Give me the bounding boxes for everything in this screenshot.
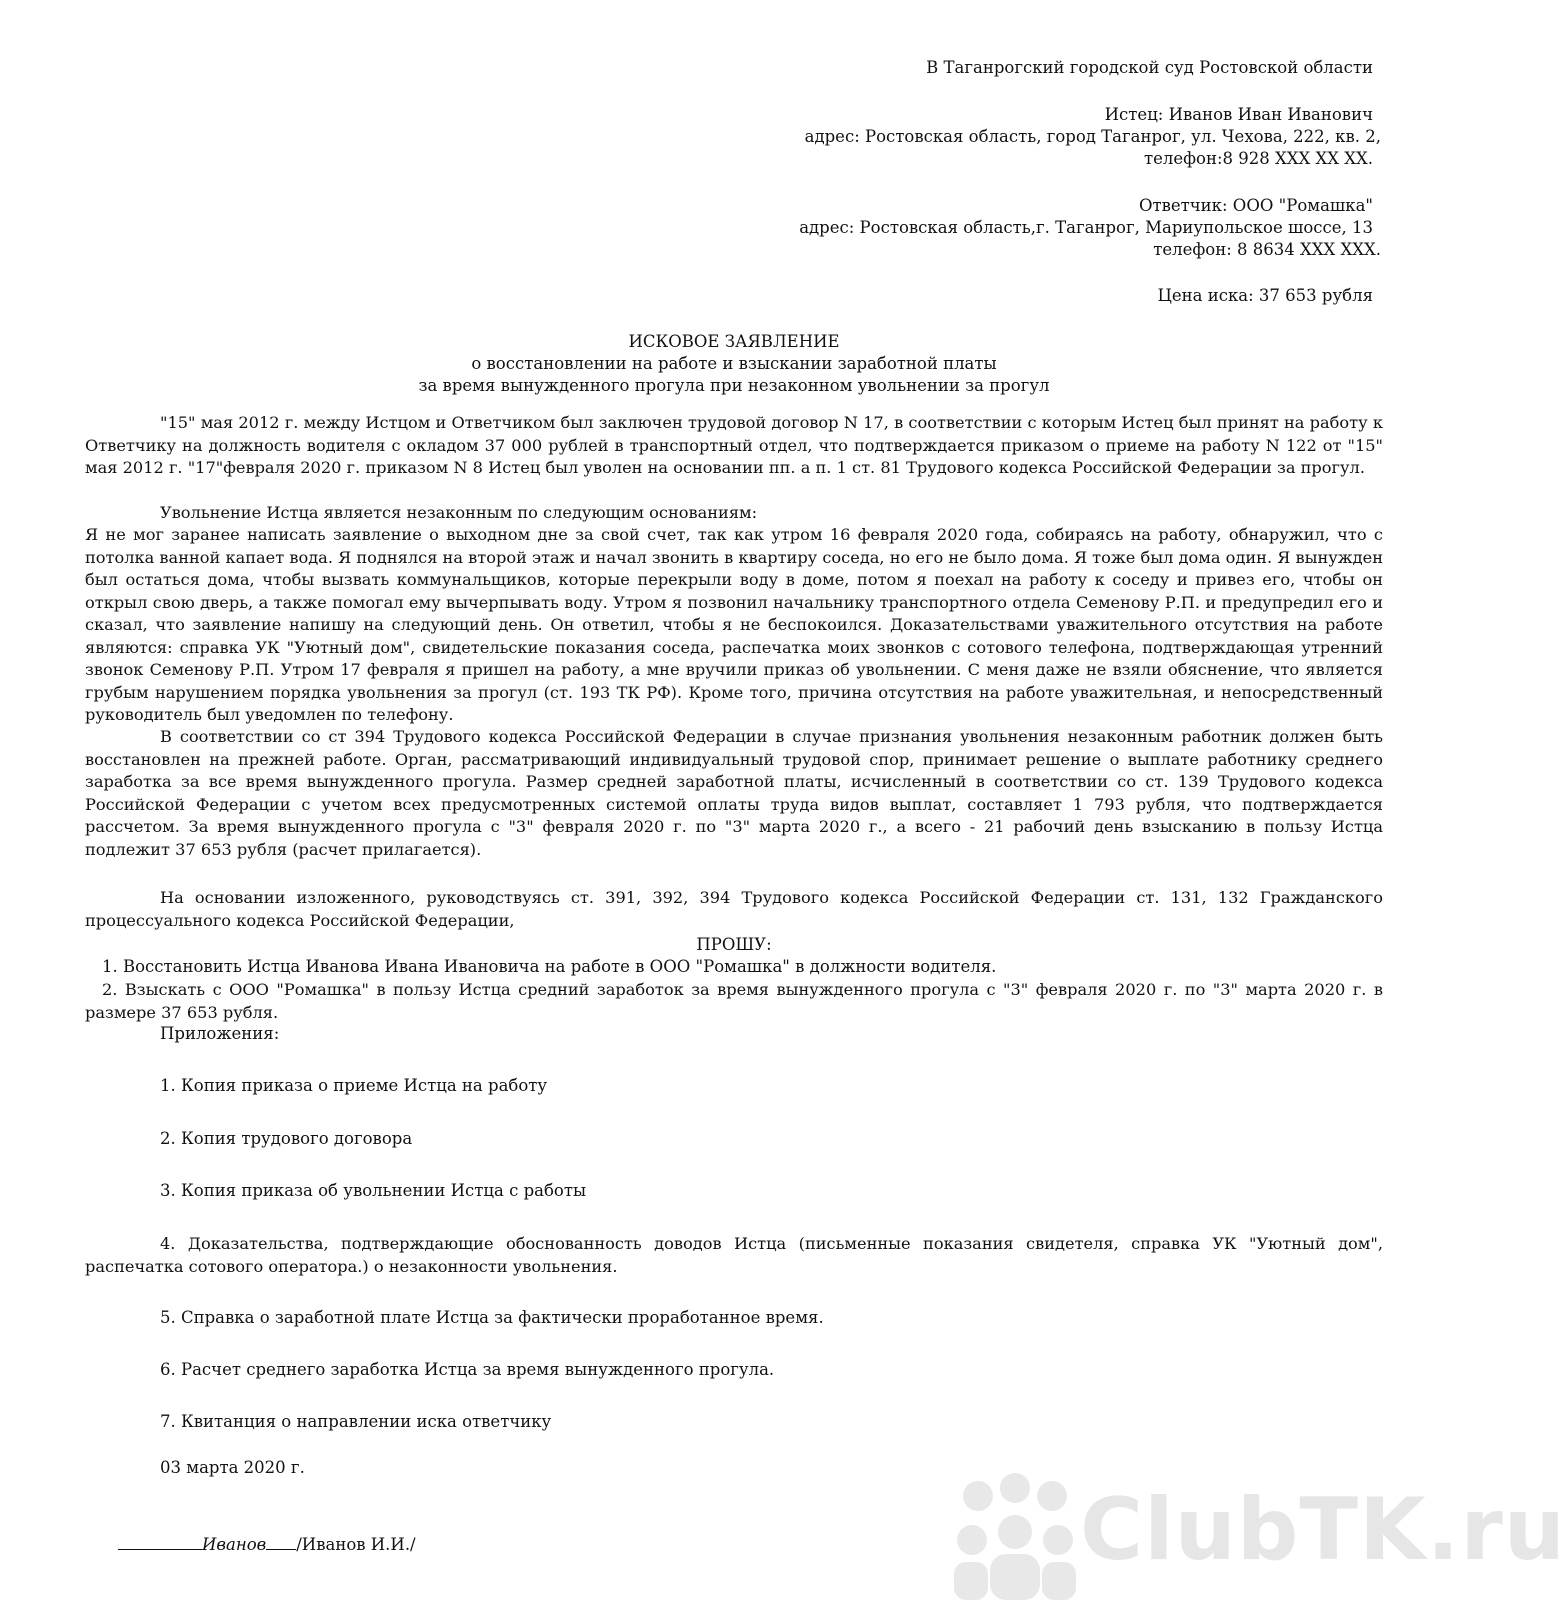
attachment-item: 2. Копия трудового договора <box>160 1129 413 1148</box>
document-date: 03 марта 2020 г. <box>160 1458 305 1477</box>
signature-handwritten: Иванов <box>202 1535 267 1554</box>
watermark <box>950 1470 1566 1605</box>
signature-blank <box>266 1535 296 1550</box>
paragraph-legal-basis: В соответствии со ст 394 Трудового кодекса Российской Федерации в случае признания увольнения незаконным работник должен быть восстановлен на прежней работе. Орган, рассматривающий индивидуальный трудовой спор, принимает решение о выплате работнику среднего заработка за все время вынужденного прогула. Размер средней заработной платы, исчисленный в соответствии со ст. 139 Трудового кодекса Российской Федерации с учетом всех предусмотренных системой оплаты труда видов выплат, составляет 1 793 рубля, что подтверждается рассчетом. За время вынужденного прогула с "3" февраля 2020 г. по "3" марта 2020 г., а всего - 21 рабочий день взысканию в пользу Истца подлежит 37 653 рубля (расчет прилагается). <box>85 727 1383 859</box>
defendant-phone: телефон: 8 8634 XXX XXX. <box>1153 240 1381 259</box>
paragraph-grounds-intro: Увольнение Истца является незаконным по следующим основаниям: <box>160 503 758 522</box>
request-item-2: 2. Взыскать с ООО "Ромашка" в пользу Истца средний заработок за время вынужденного прогула с "3" февраля 2020 г. по "3" марта 2020 г. в размере 37 653 рубля. <box>85 980 1383 1022</box>
attachment-item: 4. Доказательства, подтверждающие обоснованность доводов Истца (письменные показания свидетеля, справка УК "Уютный дом", распечатка сотового оператора.) о незаконности увольнения. <box>85 1234 1383 1276</box>
attachments-heading: Приложения: <box>160 1024 280 1043</box>
paragraph-contract: "15" мая 2012 г. между Истцом и Ответчиком был заключен трудовой договор N 17, в соответствии с которым Истец был принят на работу к Ответчику на должность водителя с окладом 37 000 рублей в транспортный отдел, что подтверждается приказом о приеме на работу N 122 от "15" мая 2012 г. "17"февраля 2020 г. приказом N 8 Истец был уволен на основании пп. а п. 1 ст. 81 Трудового кодекса Российской Федерации за прогул. <box>85 413 1383 477</box>
signature-line <box>118 1535 416 1554</box>
court-name: В Таганрогский городской суд Ростовской области <box>926 58 1373 77</box>
defendant-address: адрес: Ростовская область,г. Таганрог, Мариупольское шоссе, 13 <box>799 218 1373 237</box>
people-logo-icon <box>950 1470 1080 1600</box>
defendant-name: Ответчик: ООО "Ромашка" <box>1138 196 1373 215</box>
document-subtitle-line-2: за время вынужденного прогула при незаконном увольнении за прогул <box>418 376 1050 395</box>
paragraph-explanation: Я не мог заранее написать заявление о выходном дне за свой счет, так как утром 16 февраля 2020 года, собираясь на работу, обнаружил, что с потолка ванной капает вода. Я поднялся на второй этаж и начал звонить в квартиру соседа, но его не было дома. Я тоже был дома один. Я вынужден был остаться дома, чтобы вызвать коммунальщиков, которые перекрыли воду в доме, потом я поехал на работу к соседу и привез его, чтобы он открыл свою дверь, а также помогал ему вычерпывать воду. Утром я позвонил начальнику транспортного отдела Семенову Р.П. и предупредил его и сказал, что заявление напишу на следующий день. Он ответил, чтобы я не беспокоился. Доказательствами уважительного отсутствия на работе являются: справка УК "Уютный дом", свидетельские показания соседа, распечатка моих звонков с сотового телефона, подтверждающая утренний звонок Семенову Р.П. Утром 17 февраля я пришел на работу, а мне вручили приказ об увольнении. С меня даже не взяли обяснение, что является грубым нарушением порядка увольнения за прогул (ст. 193 ТК РФ). Кроме того, причина отсутствия на работе уважительная, и непосредственный руководитель был уведомлен по телефону. <box>85 525 1383 724</box>
plaintiff-name: Истец: Иванов Иван Иванович <box>1104 105 1373 124</box>
request-item-1: 1. Восстановить Истца Иванова Ивана Ивановича на работе в ООО "Ромашка" в должности водителя. <box>102 957 997 976</box>
document-title: ИСКОВОЕ ЗАЯВЛЕНИЕ <box>628 332 840 351</box>
attachment-item: 1. Копия приказа о приеме Истца на работу <box>160 1076 548 1095</box>
document-subtitle-line-1: о восстановлении на работе и взыскании заработной платы <box>471 354 997 373</box>
attachment-item: 3. Копия приказа об увольнении Истца с работы <box>160 1181 587 1200</box>
plaintiff-address: адрес: Ростовская область, город Таганрог, ул. Чехова, 222, кв. 2, <box>804 127 1381 146</box>
attachment-item: 7. Квитанция о направлении иска ответчику <box>160 1412 552 1431</box>
attachment-item: 6. Расчет среднего заработка Истца за время вынужденного прогула. <box>160 1360 775 1379</box>
claim-price: Цена иска: 37 653 рубля <box>1157 286 1373 305</box>
attachment-item: 5. Справка о заработной плате Истца за фактически проработанное время. <box>160 1308 824 1327</box>
watermark-text: ClubTK.ru <box>1080 1480 1566 1580</box>
signature-blank <box>118 1535 202 1550</box>
signature-name: /Иванов И.И./ <box>296 1535 416 1554</box>
plaintiff-phone: телефон:8 928 XXX XX XX. <box>1144 149 1373 168</box>
request-heading: ПРОШУ: <box>696 935 772 954</box>
paragraph-based-on: На основании изложенного, руководствуясь ст. 391, 392, 394 Трудового кодекса Российской Федерации ст. 131, 132 Гражданского процессуального кодекса Российской Федерации, <box>85 888 1383 930</box>
